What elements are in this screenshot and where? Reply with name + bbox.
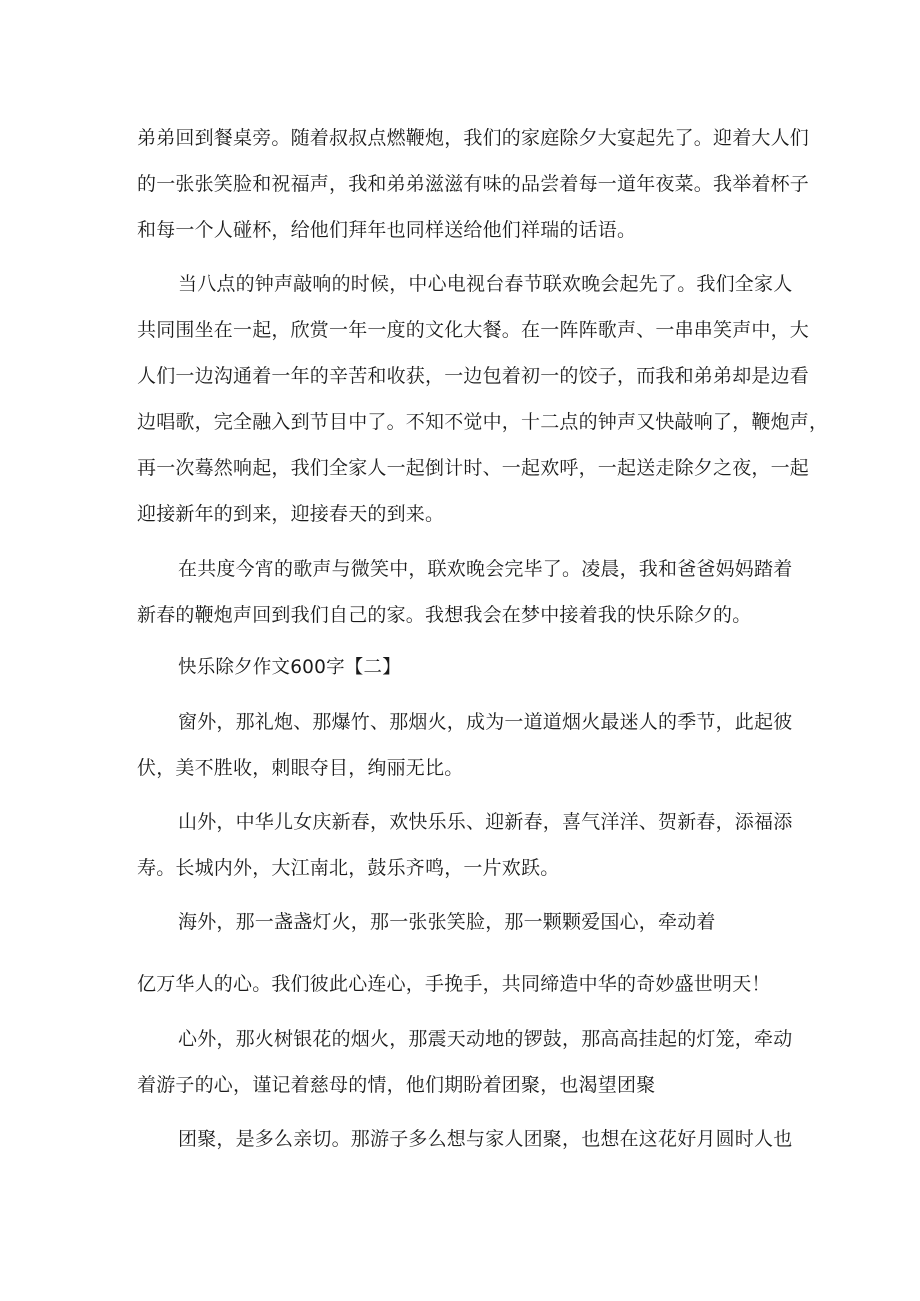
paragraph-first-line: 海外，那一盏盏灯火，那一张张笑脸，那一颗颗爱国心，牵动着 — [178, 911, 716, 933]
paragraph-first-line: 在共度今宵的歌声与微笑中，联欢晚会完毕了。凌晨，我和爸爸妈妈踏着 — [178, 558, 793, 580]
text-line: 弟弟回到餐桌旁。随着叔叔点燃鞭炮，我们的家庭除夕大宴起先了。迎着大人们 — [137, 127, 810, 149]
text-line: 和每一个人碰杯，给他们拜年也同样送给他们祥瑞的话语。 — [137, 219, 637, 241]
text-line: 新春的鞭炮声回到我们自己的家。我想我会在梦中接着我的快乐除夕的。 — [137, 604, 752, 626]
text-line: 着游子的心，谨记着慈母的情，他们期盼着团聚，也渴望团聚 — [137, 1074, 656, 1096]
text-line: 寿。长城内外，大江南北，鼓乐齐鸣，一片欢跃。 — [137, 857, 560, 879]
paragraph-first-line: 山外，中华儿女庆新春，欢快乐乐、迎新春，喜气洋洋、贺新春，添福添 — [178, 811, 793, 833]
text-line: 边唱歌，完全融入到节目中了。不知不觉中，十二点的钟声又快敲响了，鞭炮声， — [137, 411, 829, 433]
text-line: 亿万华人的心。我们彼此心连心，手挽手，共同缔造中华的奇妙盛世明天！ — [137, 973, 771, 995]
text-line: 的一张张笑脸和祝福声，我和弟弟滋滋有味的品尝着每一道年夜菜。我举着杯子 — [137, 173, 810, 195]
text-line: 再一次蓦然响起，我们全家人一起倒计时、一起欢呼，一起送走除夕之夜，一起 — [137, 457, 810, 479]
text-line: 人们一边沟通着一年的辛苦和收获，一边包着初一的饺子，而我和弟弟却是边看 — [137, 365, 810, 387]
text-line: 共同围坐在一起，欣赏一年一度的文化大餐。在一阵阵歌声、一串串笑声中，大 — [137, 319, 810, 341]
text-line: 伏，美不胜收，刺眼夺目，绚丽无比。 — [137, 757, 464, 779]
paragraph-first-line: 心外，那火树银花的烟火，那震天动地的锣鼓，那高高挂起的灯笼，牵动 — [178, 1028, 793, 1050]
paragraph-first-line: 当八点的钟声敲响的时候，中心电视台春节联欢晚会起先了。我们全家人 — [178, 273, 793, 295]
text-line: 迎接新年的到来，迎接春天的到来。 — [137, 503, 445, 525]
paragraph-first-line: 团聚，是多么亲切。那游子多么想与家人团聚，也想在这花好月圆时人也 — [178, 1128, 793, 1150]
paragraph-first-line: 窗外，那礼炮、那爆竹、那烟火，成为一道道烟火最迷人的季节，此起彼 — [178, 711, 793, 733]
section-heading: 快乐除夕作文600字【二】 — [178, 657, 401, 678]
